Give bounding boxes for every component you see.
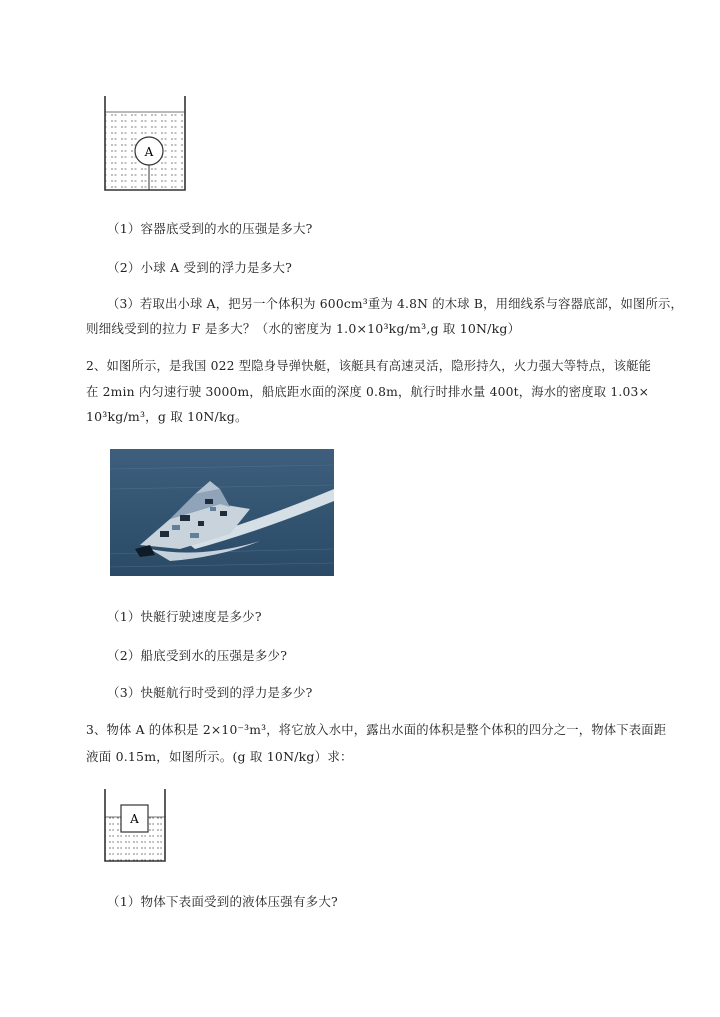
q2-sub1: （1）快艇行驶速度是多少? <box>107 609 262 624</box>
q3-stem-line1: 3、物体 A 的体积是 2×10⁻³m³，将它放入水中，露出水面的体积是整个体积的四分之一，物体下表面距 <box>86 723 667 737</box>
q2-stem-line1: 2、如图所示，是我国 022 型隐身导弹快艇，该艇具有高速灵活，隐形持久，火力强大等特点，该艇能 <box>86 359 652 373</box>
container-block-figure <box>100 785 172 865</box>
speedboat-photo <box>110 449 334 576</box>
q2-stem-line2: 在 2min 内匀速行驶 3000m，船底距水面的深度 0.8m，航行时排水量 400t，海水的密度取 1.03× <box>86 385 650 399</box>
q2-stem-line3: 10³kg/m³，g 取 10N/kg。 <box>86 409 248 424</box>
q1-sub3-line2: 则细线受到的拉力 F 是多大？（水的密度为 1.0×10³kg/m³,g 取 10N/kg） <box>86 321 521 336</box>
q2-sub3: （3）快艇航行时受到的浮力是多少? <box>107 685 313 700</box>
container-ball-figure <box>100 94 195 194</box>
q1-sub1: （1）容器底受到的水的压强是多大? <box>107 221 313 236</box>
q1-sub2: （2）小球 A 受到的浮力是多大? <box>107 260 293 275</box>
block-a-label: A <box>130 812 139 826</box>
q3-stem-line2: 液面 0.15m，如图所示。(g 取 10N/kg）求： <box>86 749 353 764</box>
ball-a-label: A <box>144 145 154 159</box>
q2-sub2: （2）船底受到水的压强是多少? <box>107 648 288 663</box>
q1-sub3-line1: （3）若取出小球 A，把另一个体积为 600cm³重为 4.8N 的木球 B，用细线系与容器底部，如图所示， <box>107 297 684 311</box>
q3-sub1: （1）物体下表面受到的液体压强有多大? <box>107 894 338 909</box>
